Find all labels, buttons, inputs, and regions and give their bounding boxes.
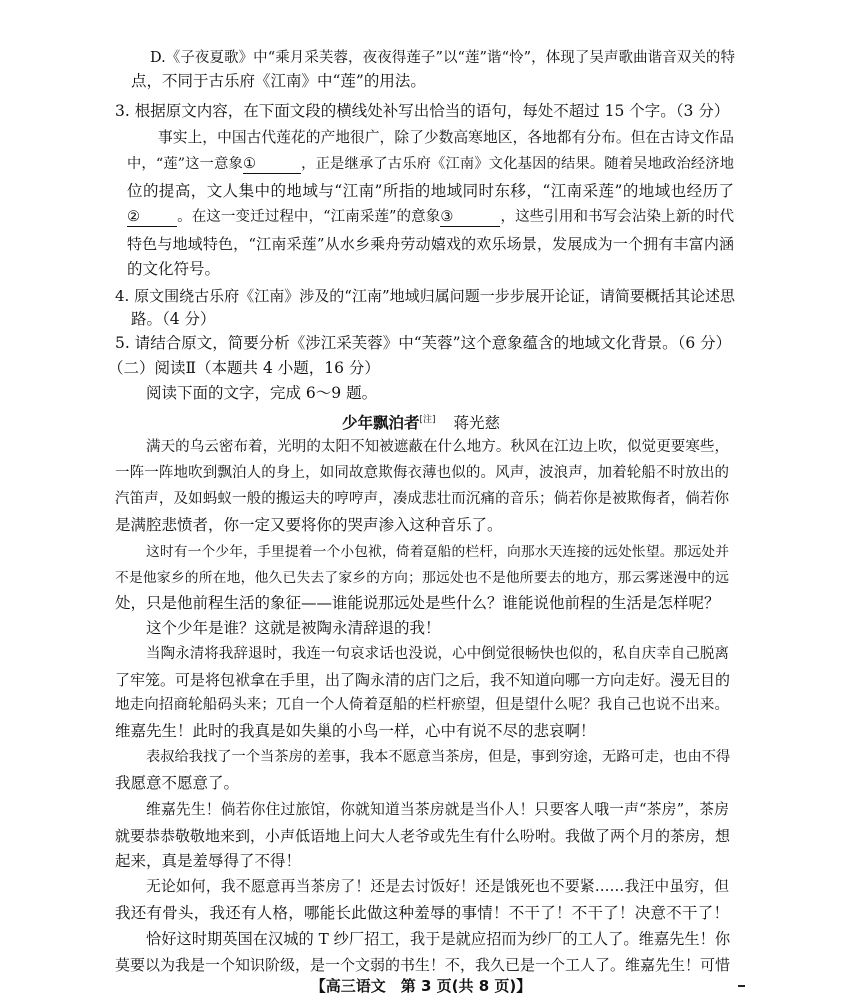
instruction: 阅读下面的文字，完成 6～9 题。 (146, 384, 378, 402)
line: 这时有一个少年，手里提着一个小包袱，倚着趸船的栏杆，向那水天连接的远处怅望。那远处并 (146, 544, 729, 560)
line: 事实上，中国古代莲花的产地很广，除了少数高寒地区，各地都有分布。但在古诗文作品 (158, 129, 734, 146)
line: 起来，真是羞辱得了不得！ (115, 852, 302, 870)
question-5: 5. 请结合原文，简要分析《涉江采芙蓉》中“芙蓉”这个意象蕴含的地域文化背景。（6 分） (115, 334, 732, 352)
line: 满天的乌云密布着，光明的太阳不知被遮蔽在什么地方。秋风在江边上吹，似觉更要寒些， (146, 439, 729, 455)
author: 蒋光慈 (453, 414, 501, 433)
line: 表叔给我找了一个当茶房的差事，我本不愿意当茶房，但是，事到穷途，无路可走，也由不得 (146, 749, 731, 765)
line: 点，不同于古乐府《江南》中“莲”的用法。 (131, 72, 426, 90)
page-footer: 【高三语文 第 3 页(共 8 页)】 (310, 977, 532, 995)
line: 了牢笼。可是将包袱拿在手里，出了陶永清的店门之后，我不知道向哪一方向走好。漫无目的 (115, 671, 731, 689)
text: 。在这一变迁过程中，“江南采莲”的意象 (177, 209, 441, 225)
question-3: 3. 根据原文内容，在下面文段的横线处补写出恰当的语句，每处不超过 15 个字。（3 分） (115, 102, 730, 120)
text: 中，“莲”这一意象 (127, 156, 243, 172)
answer-blank-2[interactable]: ② (127, 208, 177, 227)
line: 我还有骨头，我还有人格，哪能长此做这种羞辱的事情！不干了！不干了！决意不干了！ (115, 904, 729, 922)
line: 是满腔悲愤者，你一定又要将你的哭声渗入这种音乐了。 (115, 516, 503, 534)
line: 位的提高，文人集中的地域与“江南”所指的地域同时东移，“江南采莲”的地域也经历了 (127, 182, 734, 200)
line: 维嘉先生！倘若你住过旅馆，你就知道当茶房就是当仆人！只要客人哦一声“茶房”，茶房 (146, 801, 729, 818)
line: 路。（4 分） (131, 310, 216, 328)
line: 就要恭恭敬敬地来到，小声低语地上问大人老爷或先生有什么吩咐。我做了两个月的茶房，想 (115, 827, 731, 845)
text: ，这些引用和书写会沾染上新的时代 (500, 209, 735, 225)
line: 恰好这时期英国在汉城的 T 纱厂招工，我于是就应招而为纱厂的工人了。维嘉先生！你 (146, 930, 731, 948)
line: 一阵一阵地吹到飘泊人的身上，如同故意欺侮衣薄也似的。风声，波浪声，加着轮船不时放出的 (115, 465, 729, 481)
section-header: （二）阅读Ⅱ（本题共 4 小题，16 分） (108, 359, 380, 377)
line: 我愿意不愿意了。 (115, 774, 240, 792)
page-mark (738, 985, 745, 987)
line-with-blank (127, 153, 734, 175)
line: 当陶永清将我辞退时，我连一句哀求话也没说，心中倒觉很畅快也似的，私自庆幸自己脱离 (146, 646, 729, 662)
passage-title: 少年飘泊者[注] 蒋光慈 (341, 414, 501, 433)
question-4: 4. 原文围绕古乐府《江南》涉及的“江南”地域归属问题一步步展开论证，请简要概括其论述思 (115, 287, 735, 305)
answer-blank-1[interactable]: ① (243, 155, 301, 174)
line: 这个少年是谁？这就是被陶永清辞退的我！ (146, 619, 441, 637)
line: 不是他家乡的所在地，他久已失去了家乡的方向；那远处也不是他所要去的地方，那云雾迷漫中的远 (115, 570, 729, 586)
line: 地走向招商轮船码头来；兀自一个人倚着趸船的栏杆瘀望，但是望什么呢？我自己也说不出来。 (115, 697, 729, 713)
line: 无论如何，我不愿意再当茶房了！还是去讨饭好！还是饿死也不要紧……我汪中虽穷，但 (146, 878, 729, 895)
answer-blank-3[interactable]: ③ (440, 208, 500, 227)
line: 特色与地域特色，“江南采莲”从水乡乘舟劳动嬉戏的欢乐场景，发展成为一个拥有丰富内涵 (127, 235, 734, 253)
line: 莫要以为我是一个知识阶级，是一个文弱的书生！不，我久已是一个工人了。维嘉先生！可惜 (115, 956, 731, 974)
line: D.《子夜夏歌》中“乘月采芙蓉，夜夜得莲子”以“莲”谐“怜”，体现了吴声歌曲谐音双关的特 (150, 50, 735, 66)
line: 维嘉先生！此时的我真是如失巢的小鸟一样，心中有说不尽的悲哀啊！ (115, 722, 596, 740)
line-with-blanks (127, 206, 734, 228)
text: ，正是继承了古乐府《江南》文化基因的结果。随着吴地政治经济地 (300, 156, 734, 172)
line: 的文化符号。 (127, 260, 221, 278)
line: 处，只是他前程生活的象征——谁能说那远处是些什么？谁能说他前程的生活是怎样呢？ (115, 594, 720, 612)
line: 汽笛声，及如蚂蚁一般的搬运夫的哼哼声，凑成悲壮而沉痛的音乐；倘若你是被欺侮者，倘若你 (115, 491, 729, 507)
